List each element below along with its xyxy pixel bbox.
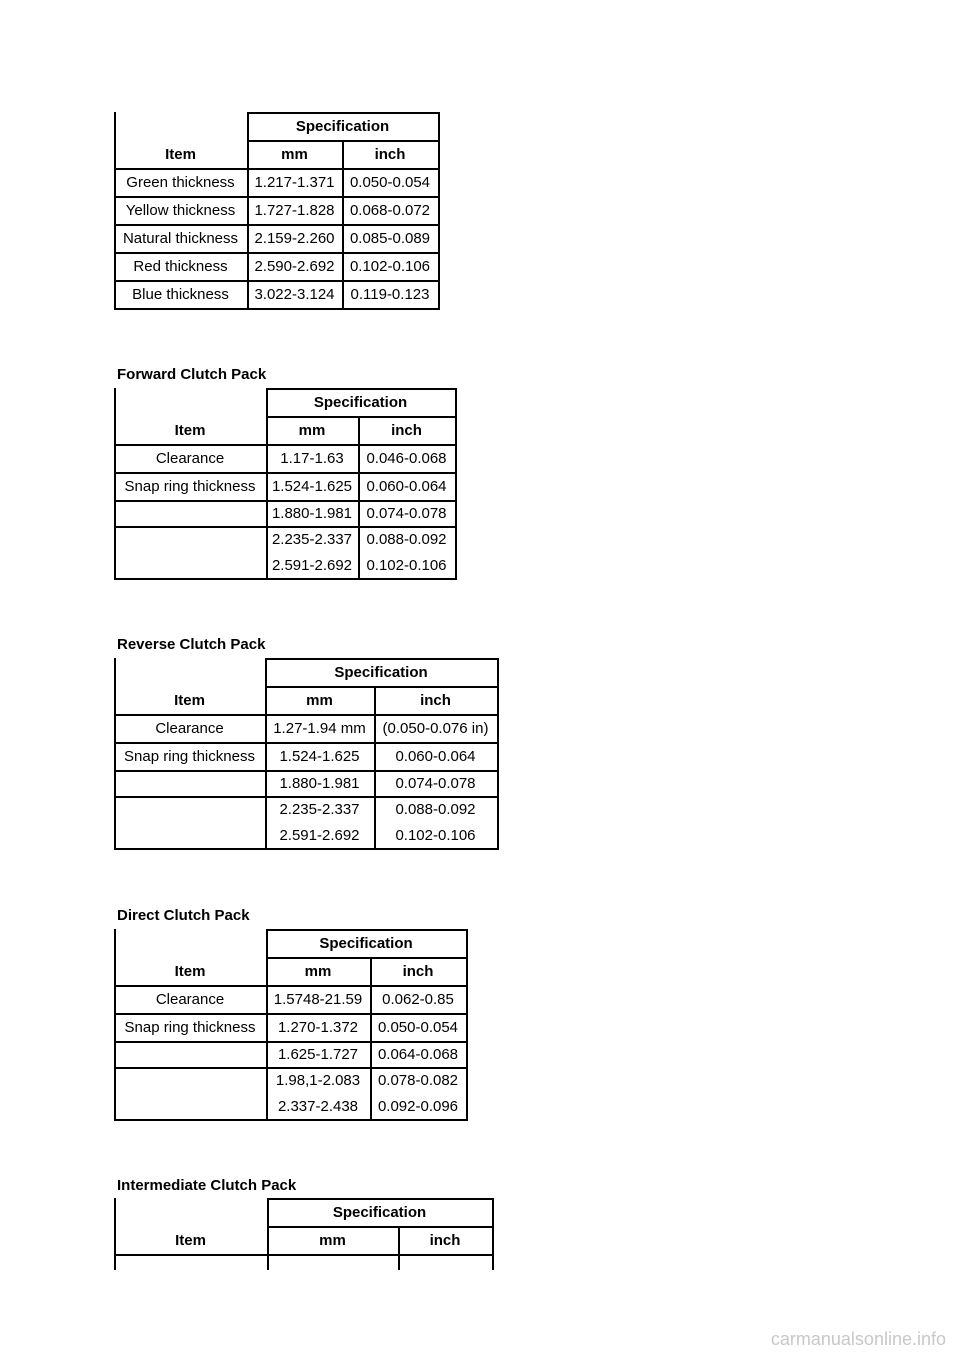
row-mm: 1.270-1.372 bbox=[277, 1018, 359, 1036]
row-mm: 1.727-1.828 bbox=[254, 201, 335, 219]
row-mm: 1.17-1.63 bbox=[280, 449, 344, 467]
rule bbox=[267, 1198, 494, 1200]
rule bbox=[266, 929, 468, 931]
rule bbox=[374, 686, 376, 850]
rule bbox=[438, 112, 440, 310]
header-specification: Specification bbox=[295, 117, 390, 135]
rule bbox=[114, 1198, 116, 1270]
row-inch: 0.050-0.054 bbox=[377, 1018, 459, 1036]
rule bbox=[114, 848, 499, 850]
row-item: Clearance bbox=[155, 719, 224, 737]
header-item: Item bbox=[174, 691, 205, 709]
row-inch: 0.119-0.123 bbox=[350, 285, 430, 303]
rule bbox=[114, 929, 116, 1121]
row-inch: 0.085-0.089 bbox=[349, 229, 431, 247]
rule bbox=[492, 1198, 494, 1270]
rule bbox=[497, 658, 499, 850]
rule bbox=[265, 658, 267, 850]
row-item: Natural thickness bbox=[122, 229, 239, 247]
row-item bbox=[114, 526, 266, 552]
table-title: Direct Clutch Pack bbox=[117, 907, 250, 924]
row-inch: 0.060-0.064 bbox=[366, 477, 447, 495]
row-inch: (0.050-0.076 in) bbox=[382, 719, 489, 737]
row-item: Yellow thickness bbox=[125, 201, 236, 219]
row-mm: 2.590-2.692 bbox=[254, 257, 335, 275]
row-item: Red thickness bbox=[133, 257, 228, 275]
rule bbox=[266, 929, 268, 1121]
table-title: Forward Clutch Pack bbox=[117, 366, 267, 383]
row-item bbox=[114, 500, 266, 526]
row-item bbox=[114, 1041, 266, 1067]
row-item: Snap ring thickness bbox=[124, 747, 255, 765]
rule bbox=[466, 929, 468, 1121]
row-item bbox=[114, 1093, 266, 1119]
rule bbox=[114, 112, 116, 310]
row-mm: 2.235-2.337 bbox=[271, 530, 353, 548]
header-specification: Specification bbox=[334, 663, 428, 681]
rule bbox=[455, 388, 457, 580]
row-inch: 0.102-0.106 bbox=[395, 826, 476, 844]
row-item: Snap ring thickness bbox=[124, 477, 256, 495]
rule bbox=[247, 112, 440, 114]
row-inch: 0.074-0.078 bbox=[366, 504, 447, 522]
rule bbox=[114, 658, 116, 850]
row-item bbox=[114, 1067, 266, 1093]
rule bbox=[265, 658, 499, 660]
rule bbox=[342, 140, 344, 310]
rule bbox=[114, 1254, 494, 1256]
header-specification: Specification bbox=[332, 1203, 427, 1221]
table-title: Reverse Clutch Pack bbox=[117, 636, 266, 653]
header-mm: mm bbox=[304, 962, 332, 980]
row-inch: 0.062-0.85 bbox=[382, 990, 454, 1008]
rule bbox=[114, 308, 440, 310]
header-mm: mm bbox=[319, 1231, 346, 1249]
header-inch: inch bbox=[374, 145, 406, 163]
header-inch: inch bbox=[429, 1231, 461, 1249]
rule bbox=[247, 112, 249, 310]
rule bbox=[266, 388, 268, 580]
row-mm: 3.022-3.124 bbox=[254, 285, 335, 303]
row-mm: 1.27-1.94 mm bbox=[273, 719, 366, 737]
rule bbox=[266, 957, 468, 959]
row-mm: 1.5748-21.59 bbox=[273, 990, 363, 1008]
header-mm: mm bbox=[298, 421, 326, 439]
row-item: Clearance bbox=[155, 990, 225, 1008]
table-title: Intermediate Clutch Pack bbox=[117, 1177, 297, 1194]
rule bbox=[398, 1226, 400, 1270]
header-item: Item bbox=[165, 145, 196, 163]
header-mm: mm bbox=[281, 145, 308, 163]
row-inch: 0.092-0.096 bbox=[377, 1097, 459, 1115]
header-inch: inch bbox=[402, 962, 434, 980]
watermark-text: carmanualsonline.info bbox=[770, 1329, 946, 1349]
row-item: Blue thickness bbox=[132, 285, 229, 303]
header-item: Item bbox=[175, 1231, 206, 1249]
row-inch: 0.088-0.092 bbox=[366, 530, 447, 548]
row-inch: 0.102-0.106 bbox=[366, 556, 447, 574]
row-inch: 0.046-0.068 bbox=[366, 449, 447, 467]
row-item: Clearance bbox=[155, 449, 225, 467]
row-mm: 1.524-1.625 bbox=[279, 747, 360, 765]
row-mm: 2.337-2.438 bbox=[277, 1097, 359, 1115]
row-item bbox=[114, 770, 265, 796]
header-specification: Specification bbox=[319, 934, 413, 952]
row-inch: 0.050-0.054 bbox=[349, 173, 431, 191]
row-inch: 0.060-0.064 bbox=[395, 747, 476, 765]
rule bbox=[267, 1226, 494, 1228]
rule bbox=[114, 578, 457, 580]
header-inch: inch bbox=[391, 421, 422, 439]
rule bbox=[114, 1119, 468, 1121]
row-mm: 1.625-1.727 bbox=[277, 1045, 359, 1063]
row-mm: 2.591-2.692 bbox=[279, 826, 360, 844]
rule bbox=[265, 686, 499, 688]
row-inch: 0.078-0.082 bbox=[377, 1071, 459, 1089]
row-item: Green thickness bbox=[126, 173, 235, 191]
header-item: Item bbox=[174, 962, 206, 980]
row-mm: 1.98,1-2.083 bbox=[275, 1071, 361, 1089]
rule bbox=[266, 388, 457, 390]
row-inch: 0.068-0.072 bbox=[349, 201, 431, 219]
row-inch: 0.074-0.078 bbox=[395, 774, 476, 792]
row-mm: 2.235-2.337 bbox=[279, 800, 360, 818]
header-item: Item bbox=[174, 421, 206, 439]
row-mm: 1.880-1.981 bbox=[271, 504, 353, 522]
row-item bbox=[114, 796, 265, 822]
header-mm: mm bbox=[306, 691, 333, 709]
row-mm: 1.524-1.625 bbox=[271, 477, 353, 495]
row-inch: 0.102-0.106 bbox=[349, 257, 431, 275]
row-inch: 0.064-0.068 bbox=[377, 1045, 459, 1063]
header-specification: Specification bbox=[313, 393, 408, 411]
row-inch: 0.088-0.092 bbox=[395, 800, 476, 818]
row-item: Snap ring thickness bbox=[124, 1018, 256, 1036]
rule bbox=[358, 416, 360, 580]
row-mm: 1.880-1.981 bbox=[279, 774, 360, 792]
row-mm: 1.217-1.371 bbox=[254, 173, 335, 191]
rule bbox=[370, 957, 372, 1121]
rule bbox=[266, 416, 457, 418]
row-mm: 2.159-2.260 bbox=[254, 229, 335, 247]
rule bbox=[114, 388, 116, 580]
rule bbox=[267, 1198, 269, 1270]
row-mm: 2.591-2.692 bbox=[271, 556, 353, 574]
header-inch: inch bbox=[420, 691, 451, 709]
row-item bbox=[114, 822, 265, 848]
row-item bbox=[114, 552, 266, 578]
